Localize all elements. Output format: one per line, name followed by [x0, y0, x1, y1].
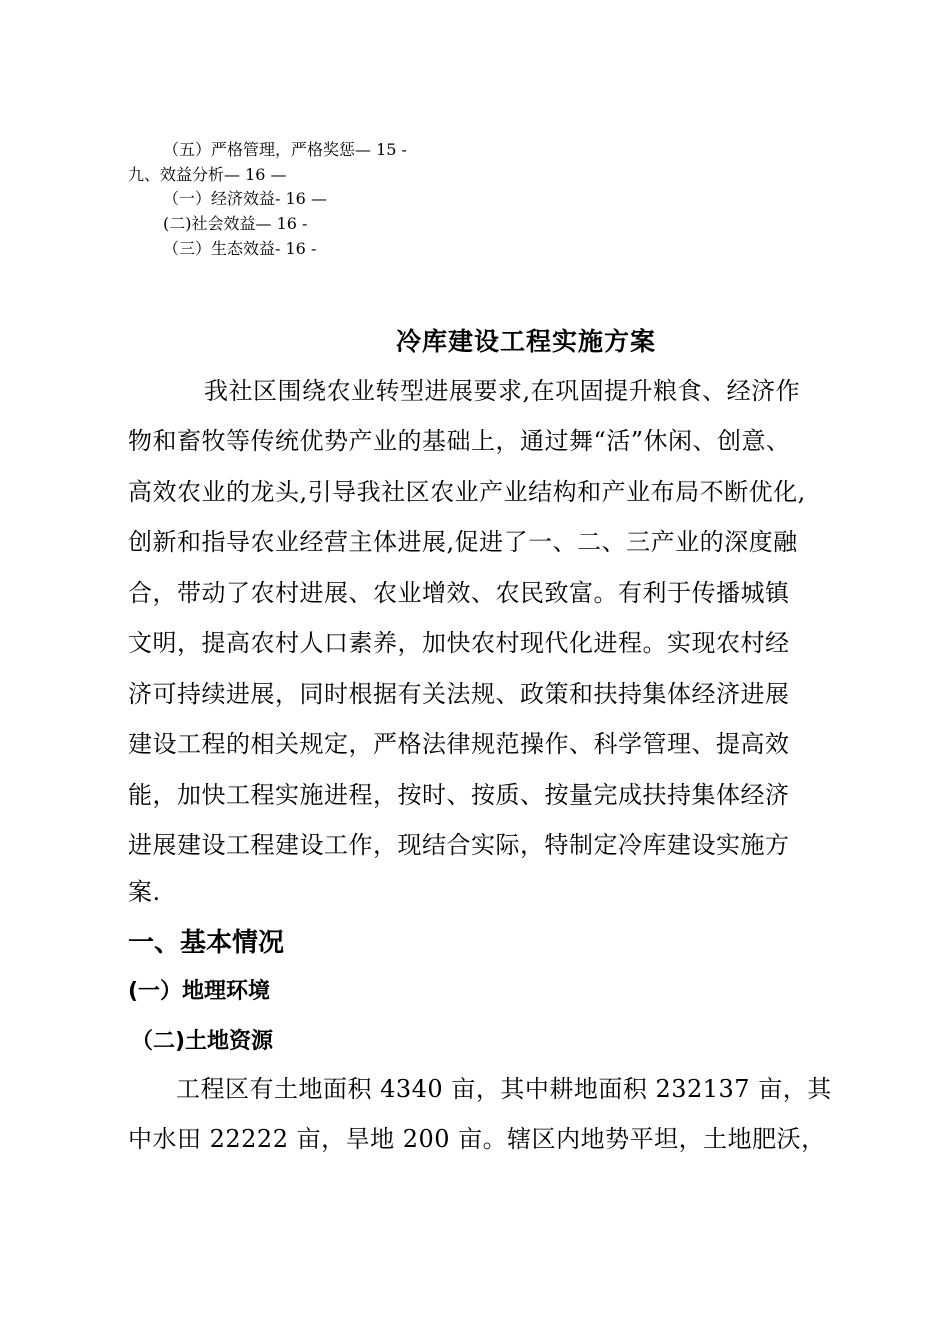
- subsection-heading: （二)土地资源: [131, 1029, 274, 1054]
- paragraph-line: 合，带动了农村进展、农业增效、农民致富。有利于传播城镇: [128, 579, 790, 607]
- paragraph-line: 中水田 22222 亩，旱地 200 亩。辖区内地势平坦，土地肥沃，: [128, 1125, 826, 1153]
- paragraph-line: 工程区有土地面积 4340 亩，其中耕地面积 232137 亩，其: [176, 1075, 832, 1103]
- toc-entry[interactable]: （五）严格管理，严格奖惩— 15 -: [163, 140, 407, 159]
- paragraph-line: 文明，提高农村人口素养，加快农村现代化进程。实现农村经: [128, 629, 790, 657]
- toc-entry[interactable]: (二)社会效益— 16 -: [163, 214, 308, 233]
- toc-entry[interactable]: 九、效益分析— 16 —: [128, 165, 287, 184]
- subsection-heading: (一）地理环境: [128, 979, 271, 1004]
- toc-entry[interactable]: （三）生态效益- 16 -: [163, 239, 317, 258]
- paragraph-line: 案.: [128, 878, 161, 906]
- paragraph-line: 能，加快工程实施进程，按时、按质、按量完成扶持集体经济: [128, 781, 790, 809]
- paragraph-line: 物和畜牧等传统优势产业的基础上，通过舞“活”休闲、创意、: [128, 427, 791, 455]
- toc-entry[interactable]: （一）经济效益- 16 —: [163, 189, 327, 208]
- paragraph-line: 我社区围绕农业转型进展要求,在巩固提升粮食、经济作: [204, 377, 801, 405]
- paragraph-line: 济可持续进展，同时根据有关法规、政策和扶持集体经济进展: [128, 680, 790, 708]
- paragraph-line: 建设工程的相关规定，严格法律规范操作、科学管理、提高效: [128, 730, 790, 758]
- paragraph-line: 创新和指导农业经营主体进展,促进了一、二、三产业的深度融: [128, 528, 798, 556]
- section-heading: 一、基本情况: [128, 928, 285, 958]
- paragraph-line: 高效农业的龙头,引导我社区农业产业结构和产业布局不断优化,: [128, 478, 806, 506]
- document-title: 冷库建设工程实施方案: [395, 327, 656, 356]
- paragraph-line: 进展建设工程建设工作，现结合实际，特制定冷库建设实施方: [128, 831, 790, 859]
